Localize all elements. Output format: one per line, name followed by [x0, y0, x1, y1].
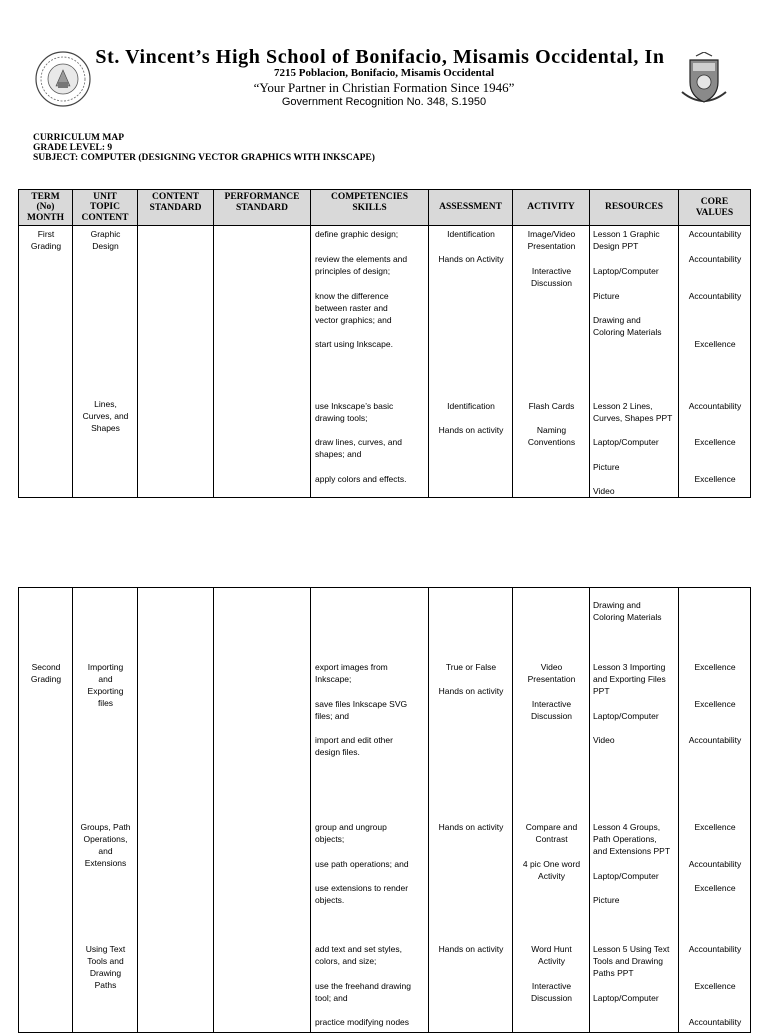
resource-item: Laptop/Computer [593, 266, 659, 276]
activity-item: 4 pic One word Activity [522, 859, 581, 881]
competency-item: use Inkscape’s basic drawing tools; [315, 401, 394, 423]
activity-item: Flash Cards [528, 401, 575, 411]
assessment-item: True or False [445, 662, 497, 672]
resource-item: Drawing and Coloring Materials [593, 315, 662, 337]
competency-item: use path operations; and [315, 859, 409, 869]
core-value-item: Excellence [694, 981, 736, 991]
core-value-item: Excellence [694, 662, 736, 672]
activity-item: Word Hunt Activity [531, 944, 572, 966]
grade-level-label: GRADE LEVEL: 9 [33, 143, 113, 153]
activity-item: Image/Video Presentation [527, 229, 576, 251]
resource-item: Laptop/Computer [593, 711, 659, 721]
activity-item: Video Presentation [527, 662, 576, 684]
competency-item: use the freehand drawing tool; and [315, 981, 411, 1003]
school-motto: “Your Partner in Christian Formation Since 1946” [253, 80, 515, 95]
curriculum-table-first-grading [18, 189, 751, 498]
unit-groups-path-operations: Groups, Path Operations, and Extensions [80, 822, 131, 868]
col-activity: ACTIVITY [513, 190, 590, 226]
unit-text-tools-drawing-paths: Using Text Tools and Drawing Paths [85, 944, 126, 990]
assessment-item: Hands on Activity [438, 254, 504, 264]
resource-item: Picture [593, 291, 620, 301]
curriculum-map-label: CURRICULUM MAP [33, 133, 125, 143]
term-first-grading: First Grading [30, 229, 62, 251]
core-value-item: Accountability [688, 229, 742, 239]
unit-graphic-design: Graphic Design [90, 229, 121, 251]
school-name: St. Vincent’s High School of Bonifacio, Misamis Occidental, In [95, 46, 665, 68]
curriculum-info [33, 133, 375, 163]
core-value-item: Accountability [688, 401, 742, 411]
competency-item: define graphic design; [315, 229, 399, 239]
competency-item: apply colors and effects. [315, 474, 407, 484]
competency-item: import and edit other design files. [315, 735, 393, 757]
activity-item: Naming Conventions [527, 425, 576, 447]
activity-item: Interactive Discussion [530, 699, 573, 721]
resource-item: Picture [593, 462, 620, 472]
assessment-item: Identification [447, 401, 495, 411]
competency-item: practice modifying nodes [315, 1017, 410, 1027]
col-assessment: ASSESSMENT [429, 190, 513, 226]
competency-item: add text and set styles, colors, and size; [315, 944, 402, 966]
assessment-item: Hands on activity [438, 686, 504, 696]
col-core-values: CORE VALUES [679, 190, 751, 226]
competency-item: review the elements and principles of design; [315, 254, 408, 276]
resource-item: Lesson 5 Using Text Tools and Drawing Paths PPT [593, 944, 670, 978]
col-term: TERM (No) MONTH [19, 190, 73, 226]
competency-item: know the difference between raster and vector graphics; and [315, 291, 392, 325]
assessment-item: Hands on activity [438, 822, 504, 832]
core-value-item: Accountability [688, 735, 742, 745]
col-performance-standard: PERFORMANCE STANDARD [214, 190, 311, 226]
core-value-item: Excellence [694, 339, 736, 349]
resource-item: Lesson 2 Lines, Curves, Shapes PPT [593, 401, 673, 423]
col-content-standard: CONTENT STANDARD [138, 190, 214, 226]
activity-item: Compare and Contrast [525, 822, 578, 844]
resource-item: Lesson 1 Graphic Design PPT [593, 229, 660, 251]
core-value-item: Excellence [694, 474, 736, 484]
col-competencies: COMPETENCIES SKILLS [311, 190, 429, 226]
col-unit: UNIT TOPIC CONTENT [73, 190, 138, 226]
competency-item: save files Inkscape SVG files; and [315, 699, 408, 721]
term-second-grading: Second Grading [30, 662, 62, 684]
activity-item: Interactive Discussion [530, 981, 573, 1003]
resource-item: Drawing and Coloring Materials [593, 600, 662, 622]
resource-item: Video [593, 486, 615, 496]
resource-item: Lesson 4 Groups, Path Operations, and Extensions PPT [593, 822, 671, 856]
activity-item: Interactive Discussion [530, 266, 573, 288]
competency-item: use extensions to render objects. [315, 883, 409, 905]
school-address: 7215 Poblacion, Bonifacio, Misamis Occidental [274, 67, 494, 79]
resource-item: Picture [593, 895, 620, 905]
core-value-item: Accountability [688, 944, 742, 954]
core-value-item: Excellence [694, 437, 736, 447]
resource-item: Laptop/Computer [593, 993, 659, 1003]
unit-lines-curves-shapes: Lines, Curves, and Shapes [82, 399, 129, 433]
col-resources: RESOURCES [590, 190, 679, 226]
resource-item: Laptop/Computer [593, 871, 659, 881]
competency-item: export images from Inkscape; [315, 662, 388, 684]
core-value-item: Excellence [694, 822, 736, 832]
resource-item: Laptop/Computer [593, 437, 659, 447]
core-value-item: Accountability [688, 291, 742, 301]
core-value-item: Accountability [688, 1017, 742, 1027]
government-recognition: Government Recognition No. 348, S.1950 [281, 96, 487, 108]
school-header [0, 40, 768, 120]
unit-importing-exporting: Importing and Exporting files [87, 662, 124, 708]
table-row [19, 588, 751, 1033]
assessment-item: Hands on activity [438, 425, 504, 435]
resource-item: Video [593, 735, 615, 745]
assessment-item: Identification [447, 229, 495, 239]
competency-item: draw lines, curves, and shapes; and [315, 437, 402, 459]
school-crest-right-icon [676, 52, 732, 112]
competency-item: group and ungroup objects; [315, 822, 387, 844]
assessment-item: Hands on activity [438, 944, 504, 954]
table-row [19, 226, 751, 498]
core-value-item: Excellence [694, 699, 736, 709]
resource-item: Lesson 3 Importing and Exporting Files PPT [593, 662, 666, 696]
competency-item: start using Inkscape. [315, 339, 393, 349]
curriculum-table-second-grading [18, 587, 751, 1033]
subject-label: SUBJECT: COMPUTER (DESIGNING VECTOR GRAPHICS WITH INKSCAPE) [33, 153, 375, 163]
table-header-row [19, 190, 751, 226]
core-value-item: Accountability [688, 859, 742, 869]
core-value-item: Accountability [688, 254, 742, 264]
core-value-item: Excellence [694, 883, 736, 893]
